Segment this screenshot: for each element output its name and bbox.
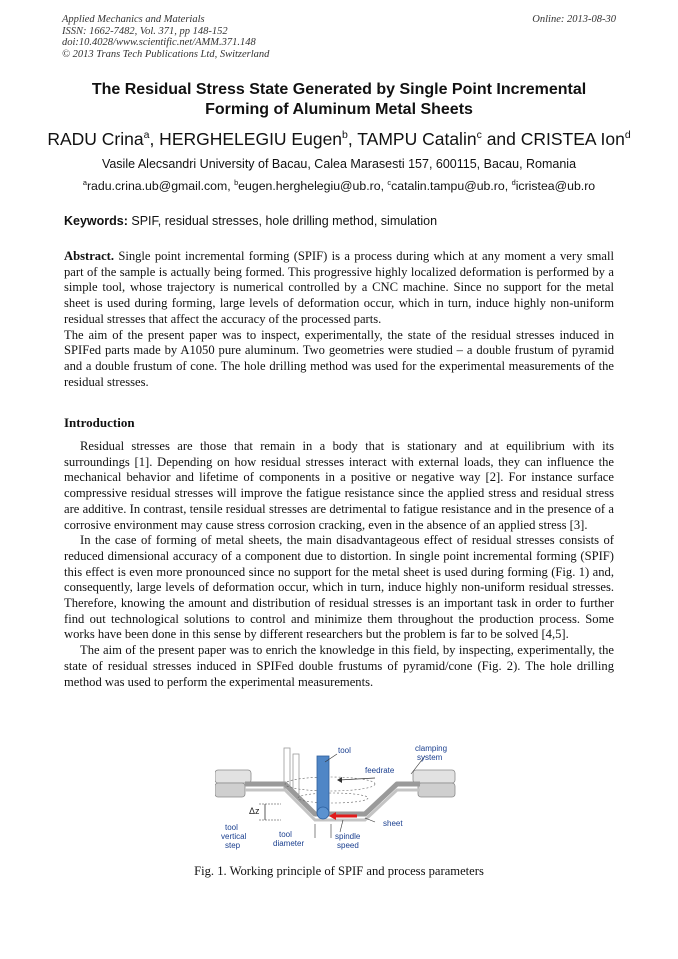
label-system: system [417, 753, 443, 762]
tool-body [317, 756, 329, 812]
journal-name: Applied Mechanics and Materials [62, 14, 205, 25]
author-name: RADU Crina [47, 129, 144, 149]
email-link[interactable]: radu.crina.ub@gmail.com, [86, 179, 235, 193]
tool-tip [317, 807, 329, 819]
author-name: , HERGHELEGIU Eugen [149, 129, 343, 149]
abstract-paragraph: The aim of the present paper was to inspect, experimentally, the state of the residual stresses induced in SPIFed parts made by A1050 pure aluminum. Two geometries were studied – a double frustum of pyramid and a double frustum of cone. The hole drilling method was used for the experimental measurements of the residual stresses. [64, 327, 614, 389]
abstract-paragraph [64, 249, 614, 328]
email-mark: a [82, 177, 87, 187]
affiliation: Vasile Alecsandri University of Bacau, Calea Marasesti 157, 600115, Bacau, Romania [101, 157, 577, 171]
paper-title: The Residual Stress State Generated by Single Point Incremental Forming of Aluminum Metal Sheets [91, 81, 587, 118]
keywords-label: Keywords: [64, 214, 128, 228]
journal-header [62, 14, 616, 60]
author-name: , TAMPU Catalin [347, 129, 477, 149]
email-link[interactable]: icristea@ub.ro [515, 179, 596, 193]
abstract [64, 249, 614, 390]
email-link[interactable]: catalin.tampu@ub.ro, [391, 179, 512, 193]
author-list [30, 128, 648, 150]
keywords [64, 214, 437, 228]
email-mark: b [234, 177, 239, 187]
abstract-text: Single point incremental forming (SPIF) is a process during which at any moment a very small part of the sample is actually being formed. This progressive highly localized deformation is performed by a simple tool, whose trajectory is numerical controlled by a CNC machine. Since no support for the metal sheet is used during forming, large levels of deformation occur, which in turn, induce highly non-uniform residual stresses that affect the accuracy of the processed parts. [64, 249, 614, 326]
label-feedrate: feedrate [365, 766, 395, 775]
label-delta-z: Δz [249, 806, 260, 816]
author-mark: c [476, 129, 482, 142]
feedrate-arrowhead [337, 777, 342, 783]
label-sheet: sheet [383, 819, 403, 828]
tool-path [298, 793, 368, 803]
label-tool-vertical-step: step [225, 841, 241, 850]
abstract-label: Abstract. [64, 249, 115, 263]
label-tool-diameter: diameter [273, 839, 305, 848]
figure-caption: Fig. 1. Working principle of SPIF and process parameters [194, 864, 484, 878]
label-spindle-speed: speed [337, 841, 359, 850]
email-link[interactable]: eugen.herghelegiu@ub.ro, [238, 179, 388, 193]
email-mark: d [511, 177, 516, 187]
label-spindle-speed: spindle [335, 832, 361, 841]
label-clamping: clamping [415, 744, 448, 753]
email-mark: c [387, 177, 392, 187]
copyright: © 2013 Trans Tech Publications Ltd, Switzerland [62, 48, 270, 60]
ghost-tool [293, 754, 299, 794]
keywords-text: SPIF, residual stresses, hole drilling method, simulation [127, 214, 438, 228]
spif-diagram [215, 740, 465, 858]
author-mark: a [143, 129, 150, 142]
intro-paragraph: Residual stresses are those that remain in a body that is stationary and at equilibrium with its surroundings [1]. Depending on how residual stresses interact with external loads, they can influence the mechanical behavior and lifetime of components in a positive or negative way [2]. For instance surface compressive residual stresses will improve the fatigue resistance since the applied stress and residual stress are additive. In contrast, tensile residual stresses are detrimental to fatigue resistance and in the presence of a corrosive environment may cause stress corrosion cracking, even in the absence of an applied stress [3]. [64, 439, 614, 532]
email-list [30, 179, 648, 193]
issn: ISSN: 1662-7482, Vol. 371, pp 148-152 [62, 25, 228, 37]
label-tool-vertical-step: vertical [221, 832, 247, 841]
intro-paragraph: The aim of the present paper was to enrich the knowledge in this field, by inspecting, experimentally, the state of residual stresses induced in SPIFed double frustums of pyramid/cone (Fig. 2). The hole drilling method was used to perform the experimental measurements. [64, 643, 614, 689]
online-date: Online: 2013-08-30 [532, 14, 616, 25]
introduction-body [64, 439, 614, 690]
leader-line [340, 820, 343, 832]
label-tool: tool [338, 746, 351, 755]
author-mark: b [342, 129, 348, 142]
author-name: and CRISTEA Ion [481, 129, 625, 149]
section-heading-introduction: Introduction [64, 415, 135, 430]
doi: doi:10.4028/www.scientific.net/AMM.371.148 [62, 37, 256, 48]
label-tool-diameter: tool [279, 830, 292, 839]
author-mark: d [624, 129, 631, 142]
label-tool-vertical-step: tool [225, 823, 238, 832]
intro-paragraph: In the case of forming of metal sheets, the main disadvantageous effect of residual stresses consists of reduced dimensional accuracy of a component due to distortion. In single point incremental forming (SPIF) this effect is even more pronounced since no support for the metal sheet is used during forming (Fig. 1) and, consequently, large levels of deformation occur, which in turn, induce highly non-uniform residual stresses. Therefore, knowing the amount and distribution of residual stresses is an important task in order to further find out technological solutions to control and minimize them throughout the production process. Some works have been done in this sense by different researchers but the problem is far to be solved [4,5]. [64, 533, 614, 642]
